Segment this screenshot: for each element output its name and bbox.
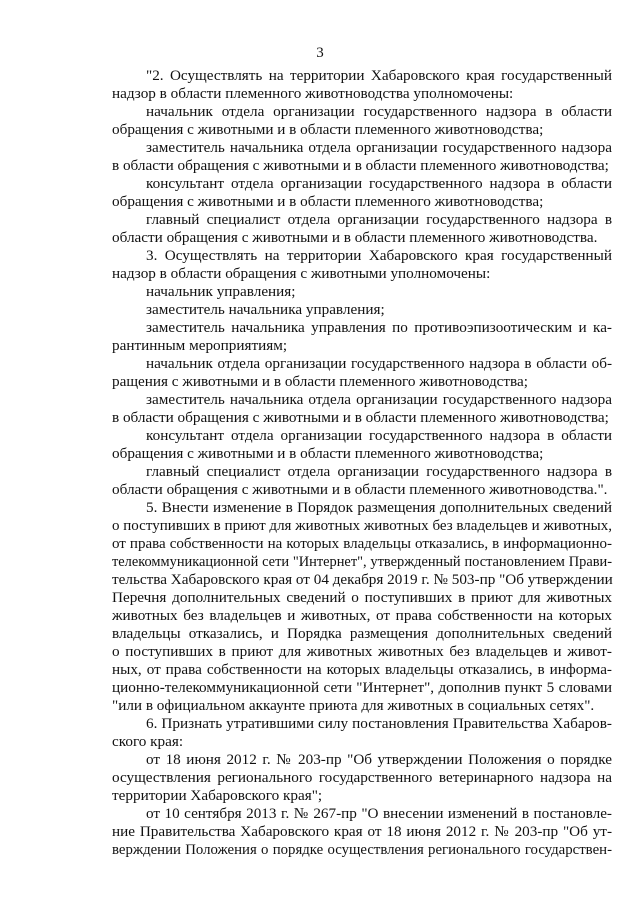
text-line: начальник отдела организации государственного надзора в области xyxy=(146,103,612,120)
text-line: начальник управления; xyxy=(146,283,296,300)
text-line: надзор в области обращения с животными уполномочены: xyxy=(112,265,491,282)
text-line: обращения с животными и в области племенного животноводства; xyxy=(112,193,544,210)
text-line: верждении Положения о порядке осуществления регионального государствен- xyxy=(112,842,612,858)
text-line: 6. Признать утратившими силу постановления Правительства Хабаров- xyxy=(146,715,612,732)
text-line: обращения с животными и в области племенного животноводства; xyxy=(112,445,544,462)
text-line: обращения с животными и в области племенного животноводства; xyxy=(112,121,544,138)
text-line: заместитель начальника отдела организации государственного надзора xyxy=(146,391,612,408)
text-line: Перечня дополнительных сведений о поступивших в приют для животных xyxy=(112,589,612,606)
text-line: 5. Внести изменение в Порядок размещения дополнительных сведений xyxy=(146,499,612,516)
text-line: ского края: xyxy=(112,733,184,750)
text-line: ращения с животными и в области племенного животноводства; xyxy=(112,373,528,390)
text-line: о поступивших в приют для животных животных без владельцев и живот- xyxy=(112,643,612,660)
text-line: территории Хабаровского края"; xyxy=(112,787,323,804)
text-line: владельцы отказались, и Порядка размещения дополнительных сведений xyxy=(112,625,612,642)
text-line: надзор в области племенного животноводства уполномочены: xyxy=(112,85,514,102)
text-line: начальник отдела организации государственного надзора в области об- xyxy=(146,355,612,372)
text-line: от 10 сентября 2013 г. № 267-пр "О внесении изменений в постановле- xyxy=(146,805,612,822)
text-line: главный специалист отдела организации государственного надзора в xyxy=(146,211,612,228)
page-number: 3 xyxy=(316,45,324,61)
text-line: от 18 июня 2012 г. № 203-пр "Об утверждении Положения о порядке xyxy=(146,751,612,768)
text-line: области обращения с животными и в области племенного животноводства.". xyxy=(112,481,608,498)
document-body xyxy=(112,67,612,859)
text-line: тельства Хабаровского края от 04 декабря 2019 г. № 503-пр "Об утверждении xyxy=(112,571,613,588)
text-line: 3. Осуществлять на территории Хабаровского края государственный xyxy=(146,247,612,264)
text-line: ние Правительства Хабаровского края от 18 июня 2012 г. № 203-пр "Об ут- xyxy=(112,823,612,840)
text-line: в области обращения с животными и в области племенного животноводства; xyxy=(112,409,609,426)
text-line: "или в официальном аккаунте приюта для животных в социальных сетях". xyxy=(112,697,595,714)
text-line: "2. Осуществлять на территории Хабаровского края государственный xyxy=(146,67,612,84)
text-line: консультант отдела организации государственного надзора в области xyxy=(146,427,612,444)
text-line: главный специалист отдела организации государственного надзора в xyxy=(146,463,612,480)
text-line: заместитель начальника управления по противоэпизоотическим и ка- xyxy=(146,319,612,336)
text-line: о поступивших в приют для животных животных без владельцев и животных, xyxy=(112,518,612,534)
text-line: заместитель начальника отдела организации государственного надзора xyxy=(146,139,612,156)
text-line: заместитель начальника управления; xyxy=(146,301,385,318)
text-line: консультант отдела организации государственного надзора в области xyxy=(146,175,612,192)
text-line: от права собственности на которых владельцы отказались, в информационно- xyxy=(112,536,612,552)
text-line: животных без владельцев и животных, от права собственности на которых xyxy=(112,607,612,624)
text-line: осуществления регионального государственного ветеринарного надзора на xyxy=(112,769,612,786)
text-line: области обращения с животными и в области племенного животноводства. xyxy=(112,229,598,246)
text-line: ционно-телекоммуникационной сети "Интернет", дополнив пункт 5 словами xyxy=(112,679,612,696)
text-line: рантинным мероприятиям; xyxy=(112,337,288,354)
text-line: ных, от права собственности на которых владельцы отказались, в информа- xyxy=(112,661,612,678)
text-line: в области обращения с животными и в области племенного животноводства; xyxy=(112,157,609,174)
text-line: телекоммуникационной сети "Интернет", утвержденный постановлением Прави- xyxy=(112,554,612,570)
